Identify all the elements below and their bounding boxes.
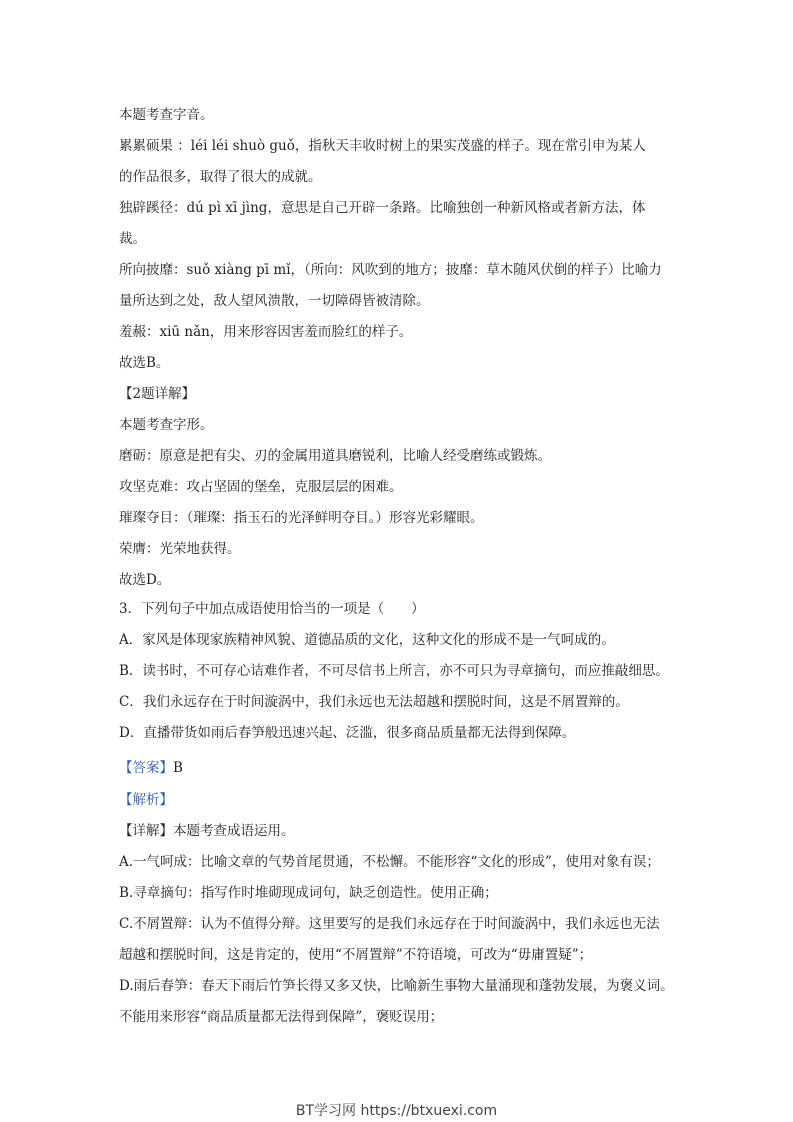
text-line: 3．下列句子中加点成语使用恰当的一项是（ ）: [119, 601, 425, 617]
text-line: 羞赧：xiū nǎn，用来形容因害羞而脸红的样子。: [119, 324, 413, 340]
text-line: C．我们永远存在于时间漩涡中，我们永远也无法超越和摆脱时间，这是不屑置辩的。: [119, 694, 629, 710]
text-line: 累累硕果 ：léi léi shuò guǒ，指秋天丰收时树上的果实茂盛的样子。现在常引申为某人: [119, 138, 646, 154]
text-line: 的作品很多，取得了很大的成就。: [119, 169, 322, 185]
text-line: 所向披靡：suǒ xiàng pī mǐ，（所向：风吹到的地方；披靡：草木随风伏倒的样子）比喻力: [119, 262, 662, 278]
text-line: 攻坚克难：攻占坚固的堡垒，克服层层的困难。: [119, 479, 403, 495]
text-line: 【详解】本题考查成语运用。: [119, 823, 295, 839]
text-line: 故选B。: [119, 355, 170, 371]
text-line: 【答案】B: [119, 760, 183, 776]
text-line: 量所达到之处，敌人望风溃散，一切障碍皆被清除。: [119, 293, 430, 309]
text-line: 【解析】: [119, 792, 173, 808]
text-line: 璀璨夺目：（璀璨：指玉石的光泽鲜明夺目。）形容光彩耀眼。: [119, 510, 484, 526]
text-line: D.雨后春笋：春天下雨后竹笋长得又多又快，比喻新生事物大量涌现和蓬勃发展，为褒义词。: [119, 978, 674, 994]
text-line: 超越和摆脱时间，这是肯定的，使用“不屑置辩”不符语境，可改为“毋庸置疑”；: [119, 947, 593, 963]
text-line: B．读书时，不可存心诘难作者，不可尽信书上所言，亦不可只为寻章摘句，而应推敲细思。: [119, 663, 669, 679]
text-line: 磨砺：原意是把有尖、刃的金属用道具磨锐利，比喻人经受磨练或锻炼。: [119, 448, 551, 464]
text-line: 裁。: [119, 231, 146, 247]
footer-watermark: BT学习网 https://btxuexi.com: [295, 1103, 498, 1119]
text-line: 本题考查字音。: [119, 107, 214, 123]
text-line: 【2题详解】: [119, 386, 196, 402]
text-line: 独辟蹊径：dú pì xī jìng，意思是自己开辟一条路。比喻独创一种新风格或者新方法，体: [119, 200, 646, 216]
text-line: B.寻章摘句：指写作时堆砌现成词句，缺乏创造性。使用正确；: [119, 885, 498, 901]
text-line: 本题考查字形。: [119, 417, 214, 433]
text-line: 荣膺：光荣地获得。: [119, 541, 241, 557]
text-line: 故选D。: [119, 572, 171, 588]
text-line: A．家风是体现家族精神风貌、道德品质的文化，这种文化的形成不是一气呵成的。: [119, 632, 615, 648]
text-line: 不能用来形容“商品质量都无法得到保障”，褒贬误用；: [119, 1009, 444, 1025]
text-line: C.不屑置辩：认为不值得分辩。这里要写的是我们永远存在于时间漩涡中，我们永远也无法: [119, 916, 660, 932]
text-line: D．直播带货如雨后春笋般迅速兴起、泛滥，很多商品质量都无法得到保障。: [119, 725, 576, 741]
text-line: A.一气呵成：比喻文章的气势首尾贯通，不松懈。不能形容“文化的形成”，使用对象有误；: [119, 854, 660, 870]
